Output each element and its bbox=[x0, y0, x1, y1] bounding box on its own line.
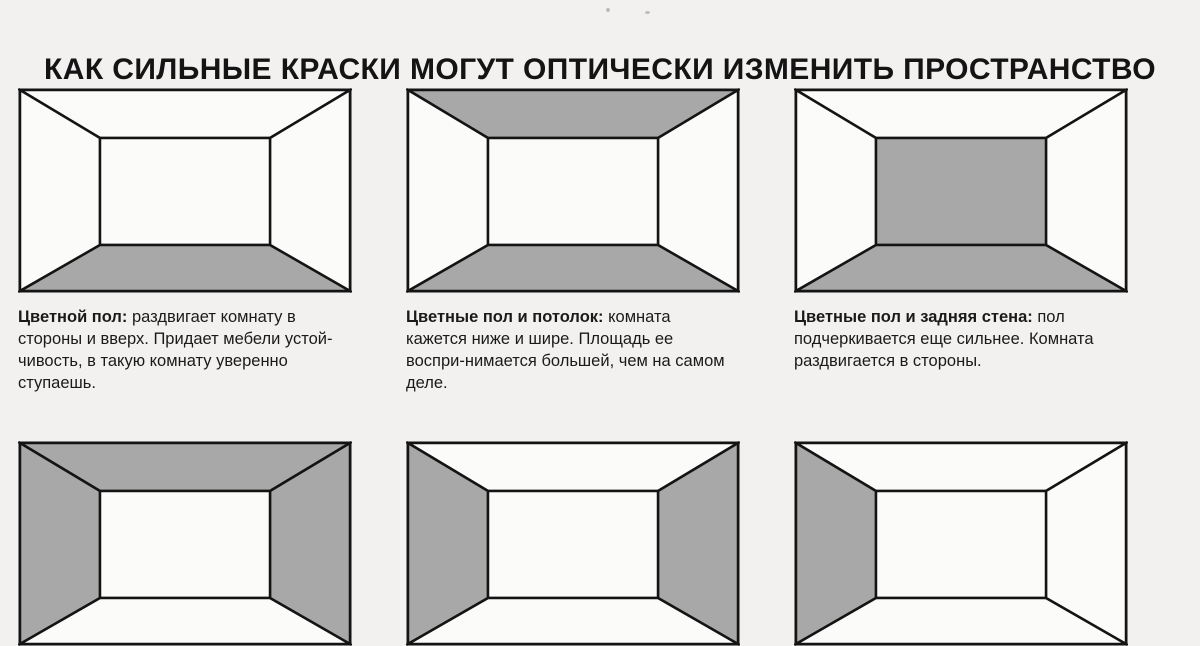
caption-3-text: пол подчеркивается еще сильнее. Комната раздвигается в стороны. bbox=[794, 308, 1094, 370]
caption-1-bold: Цветной пол: bbox=[18, 308, 128, 326]
diagram-grid bbox=[18, 88, 1184, 646]
diagram-cell-4 bbox=[18, 441, 406, 646]
scan-artifact bbox=[606, 8, 610, 12]
diagram-cell-2 bbox=[406, 88, 794, 411]
room-illustration-4 bbox=[18, 441, 352, 646]
caption-1 bbox=[18, 307, 348, 395]
surface-back-wall bbox=[488, 138, 658, 245]
caption-3 bbox=[794, 307, 1124, 373]
surface-back-wall bbox=[876, 138, 1046, 245]
room-illustration-6 bbox=[794, 441, 1128, 646]
diagram-cell-6 bbox=[794, 441, 1182, 646]
surface-back-wall bbox=[488, 491, 658, 598]
caption-2 bbox=[406, 307, 736, 395]
caption-2-bold: Цветные пол и потолок: bbox=[406, 308, 604, 326]
room-illustration-5 bbox=[406, 441, 740, 646]
caption-2-text: комната кажется ниже и шире. Площадь ее воспри-нимается большей, чем на самом деле. bbox=[406, 308, 725, 392]
page-title: КАК СИЛЬНЫЕ КРАСКИ МОГУТ ОПТИЧЕСКИ ИЗМЕНИТЬ ПРОСТРАНСТВО bbox=[44, 53, 1156, 87]
caption-1-text: раздвигает комнату в стороны и вверх. Придает мебели устой-чивость, в такую комнату уверенно ступаешь. bbox=[18, 308, 333, 392]
diagram-cell-5 bbox=[406, 441, 794, 646]
surface-back-wall bbox=[100, 138, 270, 245]
surface-back-wall bbox=[876, 491, 1046, 598]
diagram-cell-1 bbox=[18, 88, 406, 411]
caption-3-bold: Цветные пол и задняя стена: bbox=[794, 308, 1033, 326]
scan-artifact bbox=[645, 11, 650, 14]
surface-back-wall bbox=[100, 491, 270, 598]
room-illustration-1 bbox=[18, 88, 352, 293]
diagram-cell-3 bbox=[794, 88, 1182, 411]
room-illustration-3 bbox=[794, 88, 1128, 293]
room-illustration-2 bbox=[406, 88, 740, 293]
